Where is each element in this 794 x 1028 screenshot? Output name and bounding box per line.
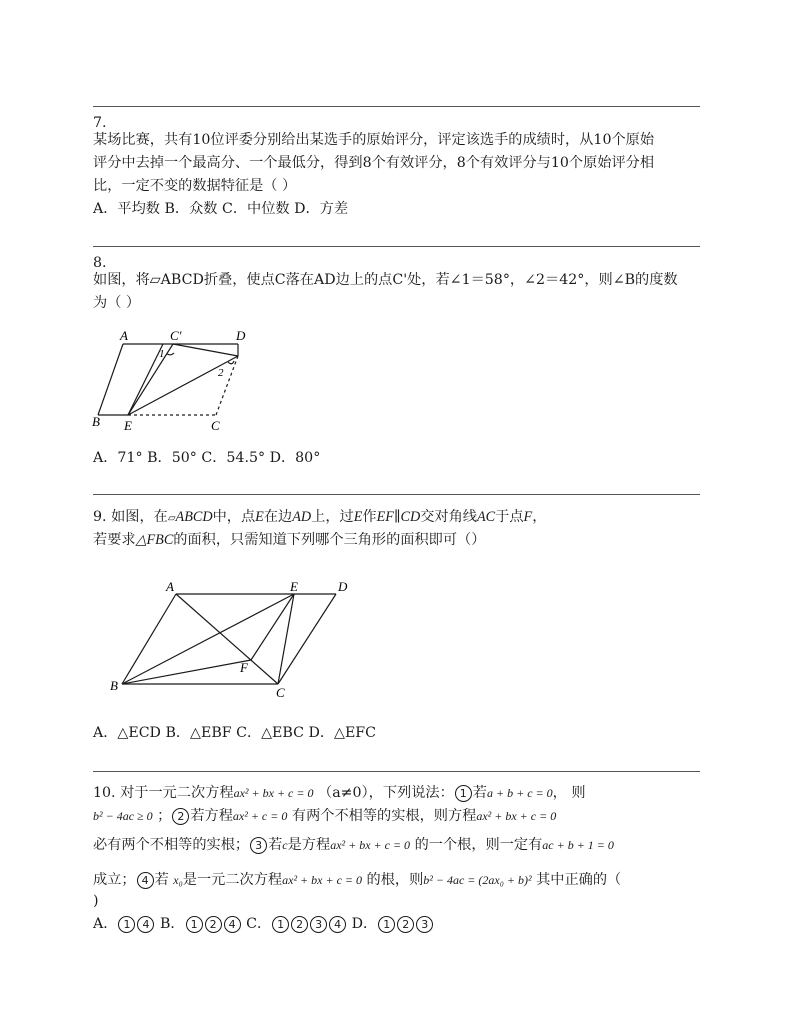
q9-text: 若要求 bbox=[93, 532, 136, 548]
q9-text: ， bbox=[532, 509, 547, 525]
q10-text: 的根，则 bbox=[366, 872, 424, 888]
q10-option-C: C． 1 2 3 4 bbox=[246, 916, 347, 932]
q10-circled-4: 4 bbox=[137, 872, 154, 889]
q10-text: ， 则 bbox=[552, 785, 586, 801]
q10-text: 是方程 bbox=[287, 837, 331, 853]
q10-text: 有两个不相等的实根，则方程 bbox=[291, 808, 477, 824]
q9-point-E: E bbox=[353, 509, 363, 525]
q10-line4 bbox=[93, 869, 621, 891]
q7-options: A．平均数 B．众数 C．中位数 D．方差 bbox=[93, 201, 349, 217]
q9-line1: 9. 如图，在▱ABCD中，点E在边AD上，过E作EF∥CD交对角线AC于点F， bbox=[93, 509, 547, 525]
q9-label-B: B bbox=[110, 678, 118, 693]
q9-side-AD: AD bbox=[292, 509, 312, 525]
q9-number: 9. bbox=[93, 509, 107, 525]
q10-number: 10. bbox=[93, 785, 116, 801]
q9-parallelogram: ABCD bbox=[175, 509, 213, 525]
q10-line5: ) bbox=[93, 893, 99, 909]
q7-line3: 比，一定不变的数据特征是（ ） bbox=[93, 178, 297, 194]
q9-parallel-sign: ∥ bbox=[393, 509, 401, 525]
q10-text: 对于一元二次方程 bbox=[120, 785, 234, 801]
divider-q9 bbox=[93, 494, 700, 495]
q10-circled-2: 2 bbox=[172, 808, 189, 825]
q9-text: 于点 bbox=[495, 509, 524, 525]
q10-option-B: B． 1 2 4 bbox=[160, 916, 242, 932]
q8-label-A: A bbox=[120, 328, 128, 343]
q9-triangle-FBC: △FBC bbox=[135, 532, 174, 548]
q9-label-A: A bbox=[166, 579, 174, 594]
q10-text: 的一个根，则一定有 bbox=[414, 837, 543, 853]
q8-label-1: 1 bbox=[159, 348, 165, 360]
q10-text: 是一元二次方程 bbox=[182, 872, 283, 888]
q8-line1: 如图，将▱ABCD折叠，使点C落在AD边上的点C'处，若∠1＝58°，∠2＝42°，则∠B的度数 bbox=[93, 272, 678, 288]
q10-equation: ac + b + 1 = 0 bbox=[542, 838, 614, 852]
q7-line1: 某场比赛，共有10位评委分别给出某选手的原始评分，评定该选手的成绩时，从10个原始 bbox=[93, 132, 655, 148]
q9-segment-EF: EF bbox=[376, 509, 394, 525]
q10-text: 若 bbox=[472, 785, 487, 801]
q10-equation: b² − 4ac ≥ 0 bbox=[93, 809, 153, 823]
q8-label-B: B bbox=[92, 414, 100, 429]
q9-label-F: F bbox=[240, 660, 248, 675]
q9-point-E: E bbox=[255, 509, 264, 525]
q10-variable-c: c bbox=[282, 838, 288, 852]
q10-line2 bbox=[93, 805, 556, 827]
q10-condition: （a≠0） bbox=[318, 785, 369, 801]
q8-label-C: C bbox=[211, 418, 220, 433]
q10-equation: ax² + c = 0 bbox=[232, 809, 288, 823]
q8-label-2: 2 bbox=[218, 367, 224, 379]
q10-line1 bbox=[93, 782, 586, 804]
q8-options: A．71° B．50° C．54.5° D．80° bbox=[93, 450, 321, 466]
q9-text: 交对角线 bbox=[420, 509, 477, 525]
q10-option-A: A． 1 4 bbox=[93, 916, 155, 932]
q8-label-E: E bbox=[124, 418, 132, 433]
q10-equation: ax² + bx + c = 0 bbox=[282, 873, 362, 887]
q10-equation: ax² + bx + c = 0 bbox=[233, 786, 314, 800]
q9-point-F: F bbox=[523, 509, 533, 525]
q7-line2: 评分中去掉一个最高分、一个最低分，得到8个有效评分，8个有效评分与10个原始评分相 bbox=[93, 155, 655, 171]
q8-line2: 为（ ） bbox=[93, 295, 141, 311]
q10-text: 若 bbox=[268, 837, 283, 853]
q9-label-C: C bbox=[276, 685, 285, 700]
q10-text: ； bbox=[157, 808, 172, 824]
q9-diagonal-AC: AC bbox=[476, 509, 496, 525]
q10-circled-1: 1 bbox=[455, 785, 472, 802]
q10-text: ，下列说法： bbox=[368, 785, 454, 801]
q10-circled-3: 3 bbox=[250, 837, 267, 854]
q9-figure bbox=[106, 576, 366, 701]
q9-line2 bbox=[93, 529, 485, 551]
q10-equation: b² − 4ac = (2ax₀ + b)² bbox=[423, 873, 532, 887]
divider-q8 bbox=[93, 246, 700, 247]
q10-text: 若方程 bbox=[190, 808, 233, 824]
q9-text: 的面积，只需知道下列哪个三角形的面积即可（） bbox=[173, 532, 486, 548]
q8-label-D: D bbox=[236, 328, 246, 343]
q10-equation: a + b + c = 0 bbox=[487, 786, 553, 800]
q10-option-D: D． 1 2 3 bbox=[352, 916, 435, 932]
q10-text: 若 bbox=[154, 872, 169, 888]
q10-text: 必有两个不相等的实根； bbox=[93, 837, 250, 853]
q9-segment-CD: CD bbox=[400, 509, 421, 525]
q9-text: 如图，在 bbox=[111, 509, 168, 525]
divider-q10 bbox=[93, 771, 700, 772]
q9-text: 中，点 bbox=[212, 509, 256, 525]
q10-text: 其中正确的（ bbox=[536, 872, 622, 888]
q10-equation: ax² + bx + c = 0 bbox=[476, 809, 557, 823]
divider-top bbox=[93, 106, 700, 107]
q10-line3 bbox=[93, 834, 614, 856]
q8-figure bbox=[88, 326, 258, 436]
q9-label-D: D bbox=[338, 579, 348, 594]
q10-text: 成立； bbox=[93, 872, 136, 888]
q9-label-E: E bbox=[290, 579, 298, 594]
q9-options: A．△ECD B．△EBF C．△EBC D．△EFC bbox=[93, 725, 376, 741]
q9-text: 上，过 bbox=[311, 509, 354, 525]
q7-number: 7. bbox=[93, 115, 107, 131]
q8-label-C1: C′ bbox=[170, 328, 182, 343]
q9-text: 作 bbox=[362, 509, 377, 525]
q10-x0: x₀ bbox=[173, 873, 183, 887]
q9-text: 在边 bbox=[263, 509, 293, 525]
q8-number: 8. bbox=[93, 255, 107, 271]
q10-options bbox=[93, 913, 434, 935]
q10-equation: ax² + bx + c = 0 bbox=[330, 838, 411, 852]
